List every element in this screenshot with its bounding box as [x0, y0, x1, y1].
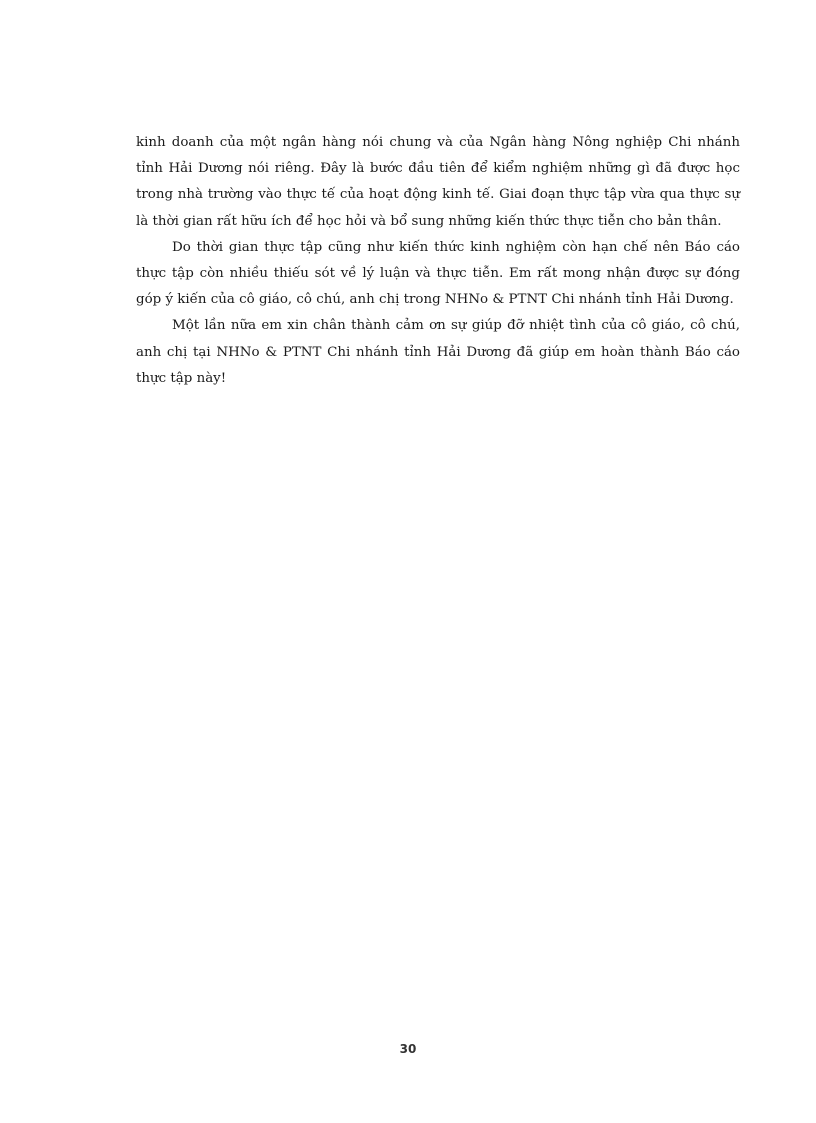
paragraph-continuation: kinh doanh của một ngân hàng nói chung và của Ngân hàng Nông nghiệp Chi nhánh tỉnh Hải Dương nói riêng. Đây là bước đầu tiên để kiểm nghiệm những gì đã được học trong nhà trường vào thực tế của hoạt động kinh tế. Giai đoạn thực tập vừa qua thực sự là thời gian rất hữu ích để học hỏi và bổ sung những kiến thức thực tiễn cho bản thân.	[136, 135, 740, 229]
paragraph-limitations: Do thời gian thực tập cũng như kiến thức kinh nghiệm còn hạn chế nên Báo cáo thực tập còn nhiều thiếu sót về lý luận và thực tiễn. Em rất mong nhận được sự đóng góp ý kiến của cô giáo, cô chú, anh chị trong NHNo & PTNT Chi nhánh tỉnh Hải Dương.	[136, 239, 740, 308]
body-text	[136, 130, 740, 392]
paragraph-thanks: Một lần nữa em xin chân thành cảm ơn sự giúp đỡ nhiệt tình của cô giáo, cô chú, anh chị tại NHNo & PTNT Chi nhánh tỉnh Hải Dương đã giúp em hoàn thành Báo cáo thực tập này!	[136, 318, 740, 386]
page-number: 30	[399, 1042, 417, 1056]
